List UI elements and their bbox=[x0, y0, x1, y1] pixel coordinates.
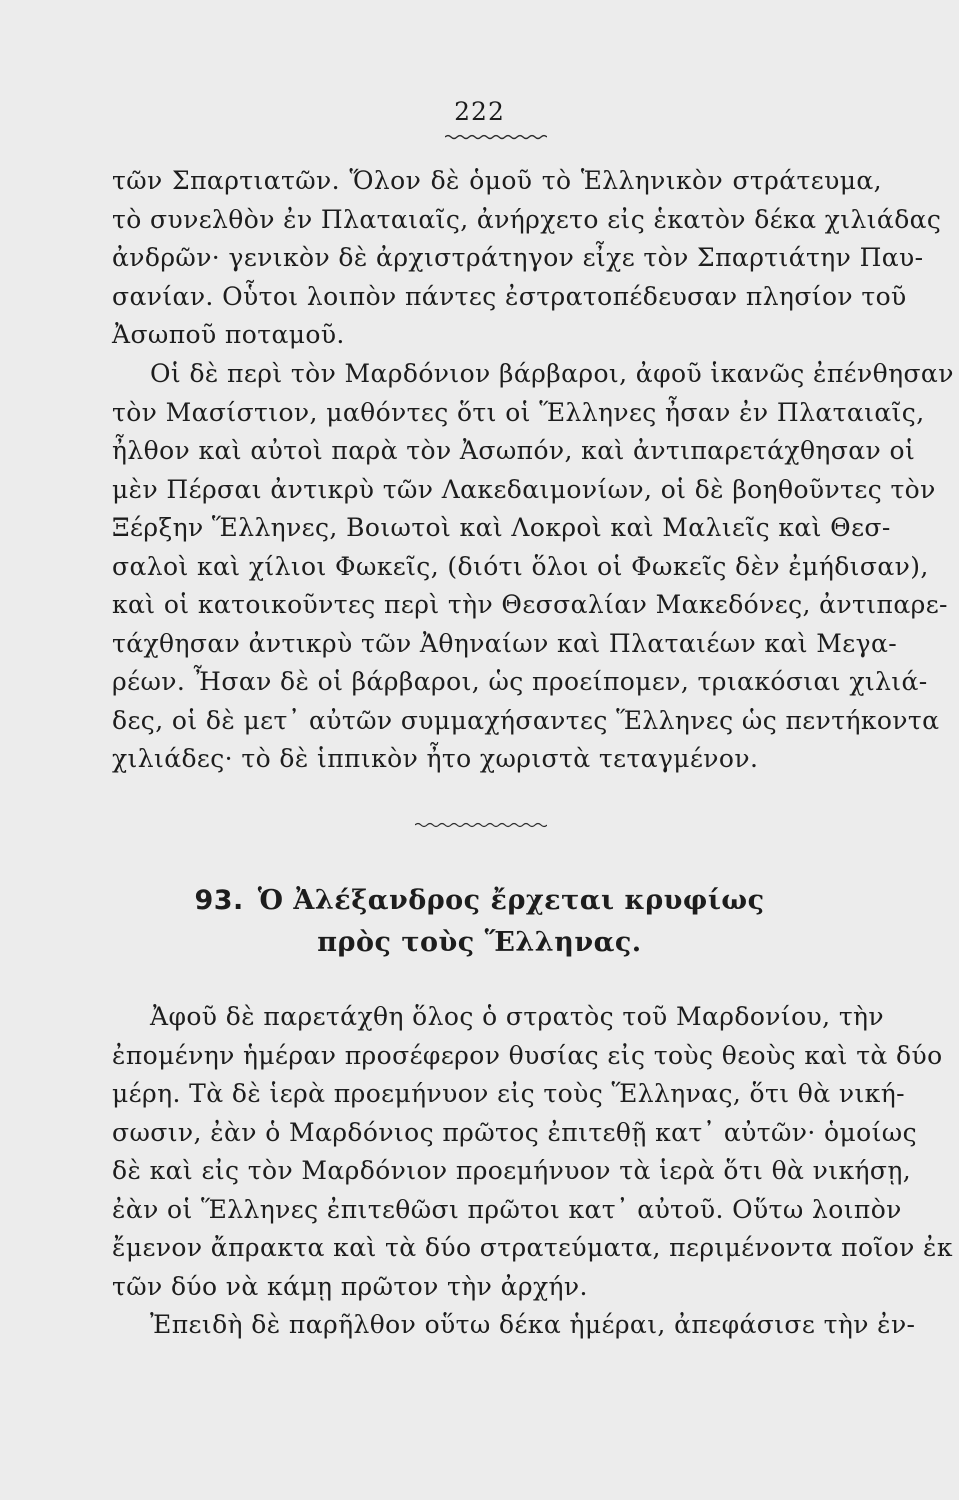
paragraph-3 bbox=[112, 998, 953, 1306]
text-line: σανίαν. Οὗτοι λοιπὸν πάντες ἐστρατοπέδευσαν πλησίον τοῦ bbox=[112, 281, 907, 311]
text-line: καὶ οἱ κατοικοῦντες περὶ τὴν Θεσσαλίαν Μακεδόνες, ἀντιπαρε- bbox=[112, 590, 948, 619]
section-heading-line-2 bbox=[0, 927, 959, 958]
text-line: Οἱ δὲ περὶ τὸν Μαρδόνιον βάρβαροι, ἀφοῦ ἱκανῶς ἐπένθησαν bbox=[150, 359, 954, 388]
text-line: Ἀφοῦ δὲ παρετάχθη ὅλος ὁ στρατὸς τοῦ Μαρδονίου, τὴν bbox=[150, 1002, 885, 1031]
section-title-text: πρὸς τοὺς Ἕλληνας. bbox=[317, 927, 642, 958]
text-line: μέρη. Τὰ δὲ ἱερὰ προεμήνυον εἰς τοὺς Ἕλληνας, ὅτι θὰ νική- bbox=[112, 1079, 905, 1108]
text-line: τῶν δύο νὰ κάμῃ πρῶτον τὴν ἀρχήν. bbox=[112, 1271, 588, 1301]
paragraph-1 bbox=[112, 162, 942, 355]
section-number: 93. bbox=[194, 885, 244, 916]
text-line: ἐὰν οἱ Ἕλληνες ἐπιτεθῶσι πρῶτοι κατ᾽ αὐτοῦ. Οὕτω λοιπὸν bbox=[112, 1194, 902, 1224]
text-line: δὲ καὶ εἰς τὸν Μαρδόνιον προεμήνυον τὰ ἱερὰ ὅτι θὰ νικήσῃ, bbox=[112, 1156, 912, 1185]
text-line: ἦλθον καὶ αὐτοὶ παρὰ τὸν Ἀσωπόν, καὶ ἀντιπαρετάχθησαν οἱ bbox=[112, 436, 916, 465]
section-heading-line-1 bbox=[0, 885, 959, 916]
page-number-underline bbox=[445, 133, 547, 141]
text-line: Ἐπειδὴ δὲ παρῆλθον οὕτω δέκα ἡμέραι, ἀπεφάσισε τὴν ἐν- bbox=[150, 1310, 916, 1339]
text-line: σωσιν, ἐὰν ὁ Μαρδόνιος πρῶτος ἐπιτεθῇ κατ᾽ αὐτῶν· ὁμοίως bbox=[112, 1117, 917, 1147]
text-line: τάχθησαν ἀντικρὺ τῶν Ἀθηναίων καὶ Πλαταιέων καὶ Μεγα- bbox=[112, 628, 898, 658]
page-number: 222 bbox=[454, 97, 505, 126]
text-line: ἔμενον ἄπρακτα καὶ τὰ δύο στρατεύματα, περιμένοντα ποῖον ἐκ bbox=[112, 1233, 953, 1262]
text-line: τῶν Σπαρτιατῶν. Ὅλον δὲ ὁμοῦ τὸ Ἑλληνικὸν στράτευμα, bbox=[112, 166, 882, 195]
text-line: Ξέρξην Ἕλληνες, Βοιωτοὶ καὶ Λοκροὶ καὶ Μαλιεῖς καὶ Θεσ- bbox=[112, 513, 891, 542]
section-title-text: Ὁ Ἀλέξανδρος ἔρχεται κρυφίως bbox=[257, 885, 765, 916]
text-line: μὲν Πέρσαι ἀντικρὺ τῶν Λακεδαιμονίων, οἱ δὲ βοηθοῦντες τὸν bbox=[112, 474, 936, 504]
text-line: τὸν Μασίστιον, μαθόντες ὅτι οἱ Ἕλληνες ἦσαν ἐν Πλαταιαῖς, bbox=[112, 397, 925, 427]
text-line: δες, οἱ δὲ μετ᾽ αὐτῶν συμμαχήσαντες Ἕλληνες ὡς πεντήκοντα bbox=[112, 705, 940, 735]
text-line: ἐπομένην ἡμέραν προσέφερον θυσίας εἰς τοὺς θεοὺς καὶ τὰ δύο bbox=[112, 1040, 943, 1070]
text-line: ἀνδρῶν· γενικὸν δὲ ἀρχιστράτηγον εἶχε τὸν Σπαρτιάτην Παυ- bbox=[112, 243, 924, 272]
text-line: χιλιάδες· τὸ δὲ ἱππικὸν ἦτο χωριστὰ τεταγμένον. bbox=[112, 744, 759, 773]
text-line: τὸ συνελθὸν ἐν Πλαταιαῖς, ἀνήρχετο εἰς ἑκατὸν δέκα χιλιάδας bbox=[112, 204, 942, 234]
paragraph-4 bbox=[112, 1306, 916, 1345]
text-line: Ἀσωποῦ ποταμοῦ. bbox=[112, 320, 345, 349]
text-line: ρέων. Ἦσαν δὲ οἱ βάρβαροι, ὡς προείπομεν, τριακόσιαι χιλιά- bbox=[112, 667, 928, 696]
paragraph-2 bbox=[112, 355, 954, 779]
text-line: σαλοὶ καὶ χίλιοι Φωκεῖς, (διότι ὅλοι οἱ Φωκεῖς δὲν ἐμήδισαν), bbox=[112, 551, 929, 581]
section-divider bbox=[415, 820, 547, 830]
